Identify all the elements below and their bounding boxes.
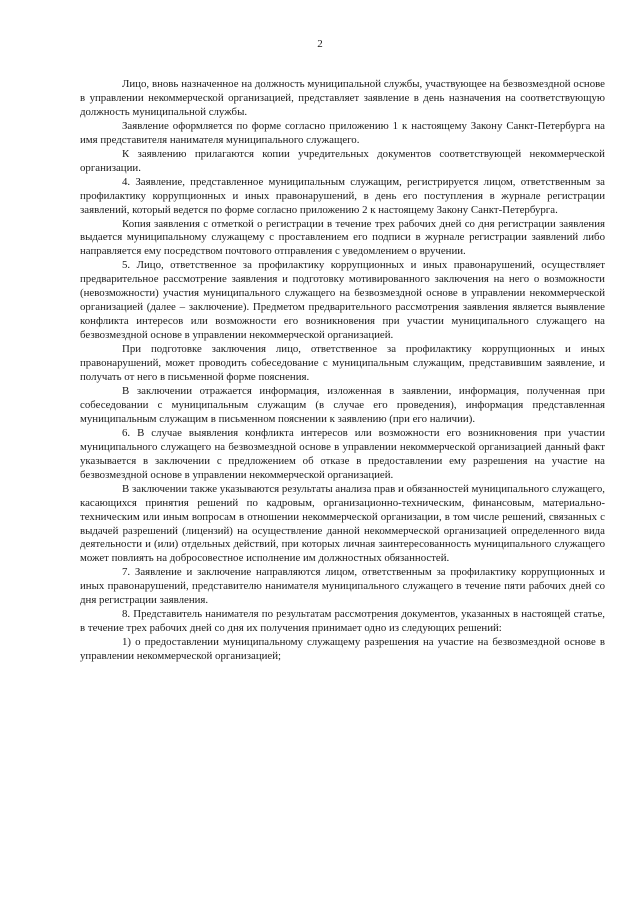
paragraph: В заключении также указываются результаты анализа прав и обязанностей муниципального служащего, касающихся принятия решений по кадровым, организационно-техническим, финансовым, материально-техническим или иным вопросам в отношении некоммерческой организации, в том числе решений, связанных с выдачей разрешений (лицензий) на осуществление данной некоммерческой организацией определенного вида деятельности и (или) отдельных действий, при которых личная заинтересованность муниципального служащего может повлиять на добросовестное исполнение им должностных обязанностей.: [80, 482, 605, 565]
paragraph: В заключении отражается информация, изложенная в заявлении, информация, полученная при собеседовании с муниципальным служащим (в случае его проведения), информация представленная муниципальным служащим в письменном пояснении к заявлению (при его наличии).: [80, 384, 605, 425]
page-number: 2: [317, 38, 323, 50]
paragraph: 5. Лицо, ответственное за профилактику коррупционных и иных правонарушений, осуществляет предварительное рассмотрение заявления и подготовку мотивированного заключения на него о возможности (невозможности) участия муниципального служащего на безвозмездной основе в управлении некоммерческой организацией (далее – заключение). Предметом предварительного рассмотрения заявления является выявление конфликта интересов или возможности его возникновения при участии муниципального служащего на безвозмездной основе в управлении некоммерческой организацией.: [80, 259, 605, 342]
paragraph: Лицо, вновь назначенное на должность муниципальной службы, участвующее на безвозмездной основе в управлении некоммерческой организацией, представляет заявление в день назначения на соответствующую должность муниципальной службы.: [80, 78, 605, 118]
paragraph: При подготовке заключения лицо, ответственное за профилактику коррупционных и иных правонарушений, может проводить собеседование с муниципальным служащим, представившим заявление, и получать от него в письменной форме пояснения.: [80, 343, 605, 384]
paragraph: Копия заявления с отметкой о регистрации в течение трех рабочих дней со дня регистрации заявления выдается муниципальному служащему с проставлением его подписи в журнале регистрации заявлений либо направляется ему посредством почтового отправления с уведомлением о вручении.: [80, 217, 605, 258]
paragraph: 7. Заявление и заключение направляются лицом, ответственным за профилактику коррупционных и иных правонарушений, представителю нанимателя муниципального служащего в течение пяти рабочих дней со дня регистрации заявления.: [80, 566, 605, 607]
paragraph: К заявлению прилагаются копии учредительных документов соответствующей некоммерческой организации.: [80, 147, 605, 174]
paragraph: 8. Представитель нанимателя по результатам рассмотрения документов, указанных в настоящей статье, в течение трех рабочих дней со дня их получения принимает одно из следующих решений:: [80, 608, 605, 635]
paragraph: 6. В случае выявления конфликта интересов или возможности его возникновения при участии муниципального служащего на безвозмездной основе в управлении некоммерческой организацией данный факт указывается в заключении с предложением об отказе в предоставлении ему разрешения на участие на безвозмездной основе в управлении некоммерческой организацией.: [80, 426, 605, 481]
document-body: [80, 78, 605, 664]
paragraph: Заявление оформляется по форме согласно приложению 1 к настоящему Закону Санкт-Петербурга на имя представителя нанимателя муниципального служащего.: [80, 119, 605, 146]
paragraph: 4. Заявление, представленное муниципальным служащим, регистрируется лицом, ответственным за профилактику коррупционных и иных правонарушений, в день его поступления в журнале регистрации заявлений, который ведется по форме согласно приложению 2 к настоящему Закону Санкт-Петербурга.: [80, 175, 605, 216]
paragraph: 1) о предоставлении муниципальному служащему разрешения на участие на безвозмездной основе в управлении некоммерческой организацией;: [80, 636, 605, 663]
